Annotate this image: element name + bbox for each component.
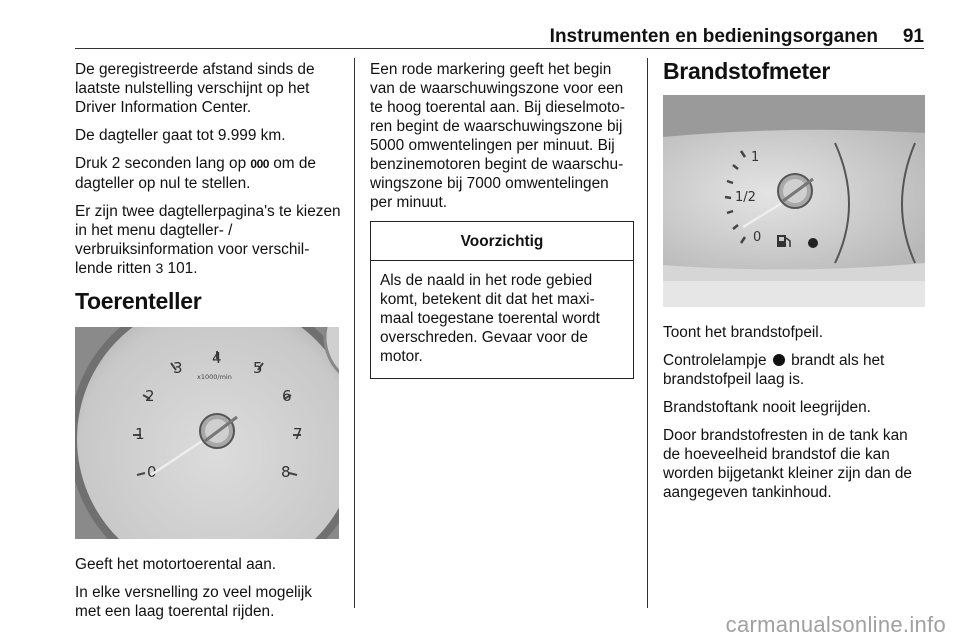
page-reference-arrow-icon: 3	[155, 260, 164, 276]
paragraph-residual-fuel: Door brandstofresten in de tank kan de hoeveelheid brandstof die kan worden bijgetankt kleiner zijn dan de aangegeven tankinhoud.	[663, 427, 912, 501]
low-fuel-indicator-icon	[808, 238, 818, 248]
paragraph-warning-lamp: Controlelampje brandt als het brandstofpeil laag is.	[663, 352, 885, 388]
paragraph-reset: Druk 2 seconden lang op 000 om de dagteller op nul te stellen.	[75, 155, 316, 192]
fuel-gauge-image	[663, 95, 925, 307]
paragraph-trip-range: De dagteller gaat tot 9.999 km.	[75, 127, 286, 144]
tacho-tick-label: 5	[253, 359, 263, 377]
tacho-tick-label: 7	[293, 425, 303, 443]
tacho-tick-label: 1	[135, 425, 145, 443]
caution-box	[370, 221, 634, 379]
reset-button-icon: 000	[250, 157, 269, 171]
paragraph-trip-pages: Er zijn twee dagtellerpagina's te kiezen in het menu dagteller- / verbruiksinformation voor verschil-lende ritten 3 101.	[75, 203, 341, 277]
header-rule	[75, 48, 924, 49]
page-title: Instrumenten en bedieningsorganen	[549, 26, 878, 47]
page-number: 91	[902, 26, 924, 47]
tacho-tick-label: 2	[145, 387, 155, 405]
caution-title: Voorzichtig	[371, 222, 633, 261]
column-divider	[354, 58, 355, 608]
heading-tachometer: Toerenteller	[75, 288, 202, 314]
tacho-tick-label: 0	[147, 463, 157, 481]
tacho-tick-label: 6	[282, 387, 292, 405]
column-3	[663, 60, 925, 511]
paragraph-red-zone: Een rode markering geeft het begin van de waarschuwingszone voor een te hoog toerental aan. Bij dieselmoto-ren begint de waarschuwingszone bij 5000 omwentelingen per minuut. Bij benzinemotoren begint de waarschu-wingszone bij 7000 omwentelingen per minuut.	[370, 61, 625, 211]
tacho-tick-label: 3	[173, 359, 183, 377]
tachometer-image	[75, 327, 339, 539]
fuel-label-full: 1	[751, 150, 760, 165]
tacho-tick-label: 8	[281, 463, 291, 481]
caution-text: Als de naald in het rode gebied komt, betekent dit dat het maxi-maal toegestane toerental wordt overschreden. Gevaar voor de motor.	[380, 272, 600, 365]
tacho-unit-label: x1000/min	[197, 373, 232, 381]
watermark: carmanualsonline.info	[725, 612, 946, 637]
fuel-label-empty: 0	[753, 230, 762, 245]
column-2	[370, 60, 634, 379]
column-divider	[647, 58, 648, 608]
heading-fuel-gauge: Brandstofmeter	[663, 58, 831, 84]
paragraph-fuel-purpose: Toont het brandstofpeil.	[663, 324, 823, 341]
tacho-tick-label: 4	[212, 349, 222, 367]
column-1	[75, 60, 341, 630]
paragraph-distance: De geregistreerde afstand sinds de laatste nulstelling verschijnt op het Driver Information Center.	[75, 61, 315, 116]
paragraph-tacho-advice: In elke versnelling zo veel mogelijk met een laag toerental rijden.	[75, 584, 312, 620]
paragraph-never-empty: Brandstoftank nooit leegrijden.	[663, 399, 871, 416]
fuel-label-half: 1/2	[735, 190, 756, 205]
warning-lamp-icon	[773, 354, 785, 366]
paragraph-tacho-purpose: Geeft het motortoerental aan.	[75, 556, 277, 573]
page-header	[0, 0, 960, 48]
